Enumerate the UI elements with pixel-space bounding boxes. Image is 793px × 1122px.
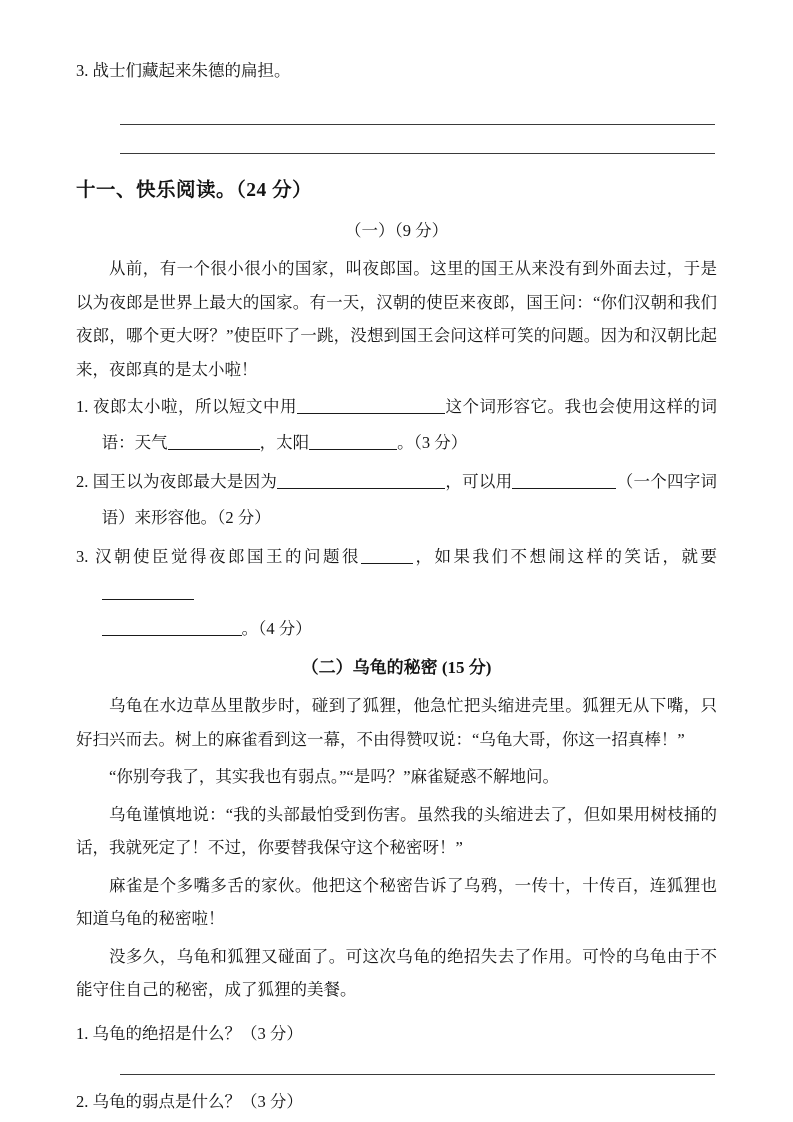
part2-question-1: 1. 乌龟的绝招是什么？（3 分） xyxy=(76,1023,303,1043)
passage-paragraph-3: 乌龟谨慎地说：“我的头部最怕受到伤害。虽然我的头缩进去了，但如果用树枝捅的话，我就死定了！不过，你要替我保守这个秘密呀！” xyxy=(76,804,717,857)
part1-question-3: 3. 汉朝使臣觉得夜郎国王的问题很 ，如果我们不想闹这样的笑话，就要 。（4 分） xyxy=(76,547,717,638)
fill-in-blank xyxy=(297,398,445,414)
passage-paragraph-1: 乌龟在水边草丛里散步时，碰到了狐狸，他急忙把头缩进壳里。狐狸无从下嘴，只好扫兴而去。树上的麻雀看到这一幕，不由得赞叹说：“乌龟大哥，你这一招真棒！” xyxy=(76,696,717,749)
part1-question-1: 1. 夜郎太小啦，所以短文中用 这个词形容它。我也会使用这样的词语：天气 ，太阳 。（3 分） xyxy=(76,397,717,452)
fill-in-blank xyxy=(102,620,242,636)
passage-paragraph-5: 没多久，乌龟和狐狸又碰面了。可这次乌龟的绝招失去了作用。可怜的乌龟由于不能守住自己的秘密，成了狐狸的美餐。 xyxy=(76,946,717,999)
fill-in-blank xyxy=(168,434,260,450)
fill-in-blank xyxy=(102,584,194,600)
passage-paragraph-4: 麻雀是个多嘴多舌的家伙。他把这个秘密告诉了乌鸦，一传十，十传百，连狐狸也知道乌龟的秘密啦！ xyxy=(76,875,717,928)
part2-heading: （二）乌龟的秘密 (15 分) xyxy=(301,658,492,677)
part2-question-2: 2. 乌龟的弱点是什么？（3 分） xyxy=(76,1091,303,1111)
fill-in-blank xyxy=(277,473,445,489)
answer-line xyxy=(120,153,715,154)
fill-in-blank xyxy=(361,548,413,564)
fill-in-blank xyxy=(512,473,616,489)
answer-line xyxy=(120,124,715,125)
part1-heading: （一）（9 分） xyxy=(344,221,449,240)
answer-line xyxy=(120,1074,715,1075)
part1-question-2: 2. 国王以为夜郎最大是因为 ，可以用 （一个四字词语）来形容他。（2 分） xyxy=(76,472,718,527)
fill-in-blank xyxy=(309,434,397,450)
section-heading: 十一、快乐阅读。（24 分） xyxy=(76,180,313,201)
passage-paragraph-2: “你别夸我了，其实我也有弱点。”“是吗？”麻雀疑惑不解地问。 xyxy=(109,767,560,786)
reading-passage-1: 从前，有一个很小很小的国家，叫夜郎国。这里的国王从来没有到外面去过，于是以为夜郎是世界上最大的国家。有一天，汉朝的使臣来夜郎，国王问：“你们汉朝和我们夜郎，哪个更大呀？”使臣吓了一跳，没想到国王会问这样可笑的问题。因为和汉朝比起来，夜郎真的是太小啦！ xyxy=(76,259,717,379)
exercise-item-3: 3. 战士们藏起来朱德的扁担。 xyxy=(76,61,291,80)
